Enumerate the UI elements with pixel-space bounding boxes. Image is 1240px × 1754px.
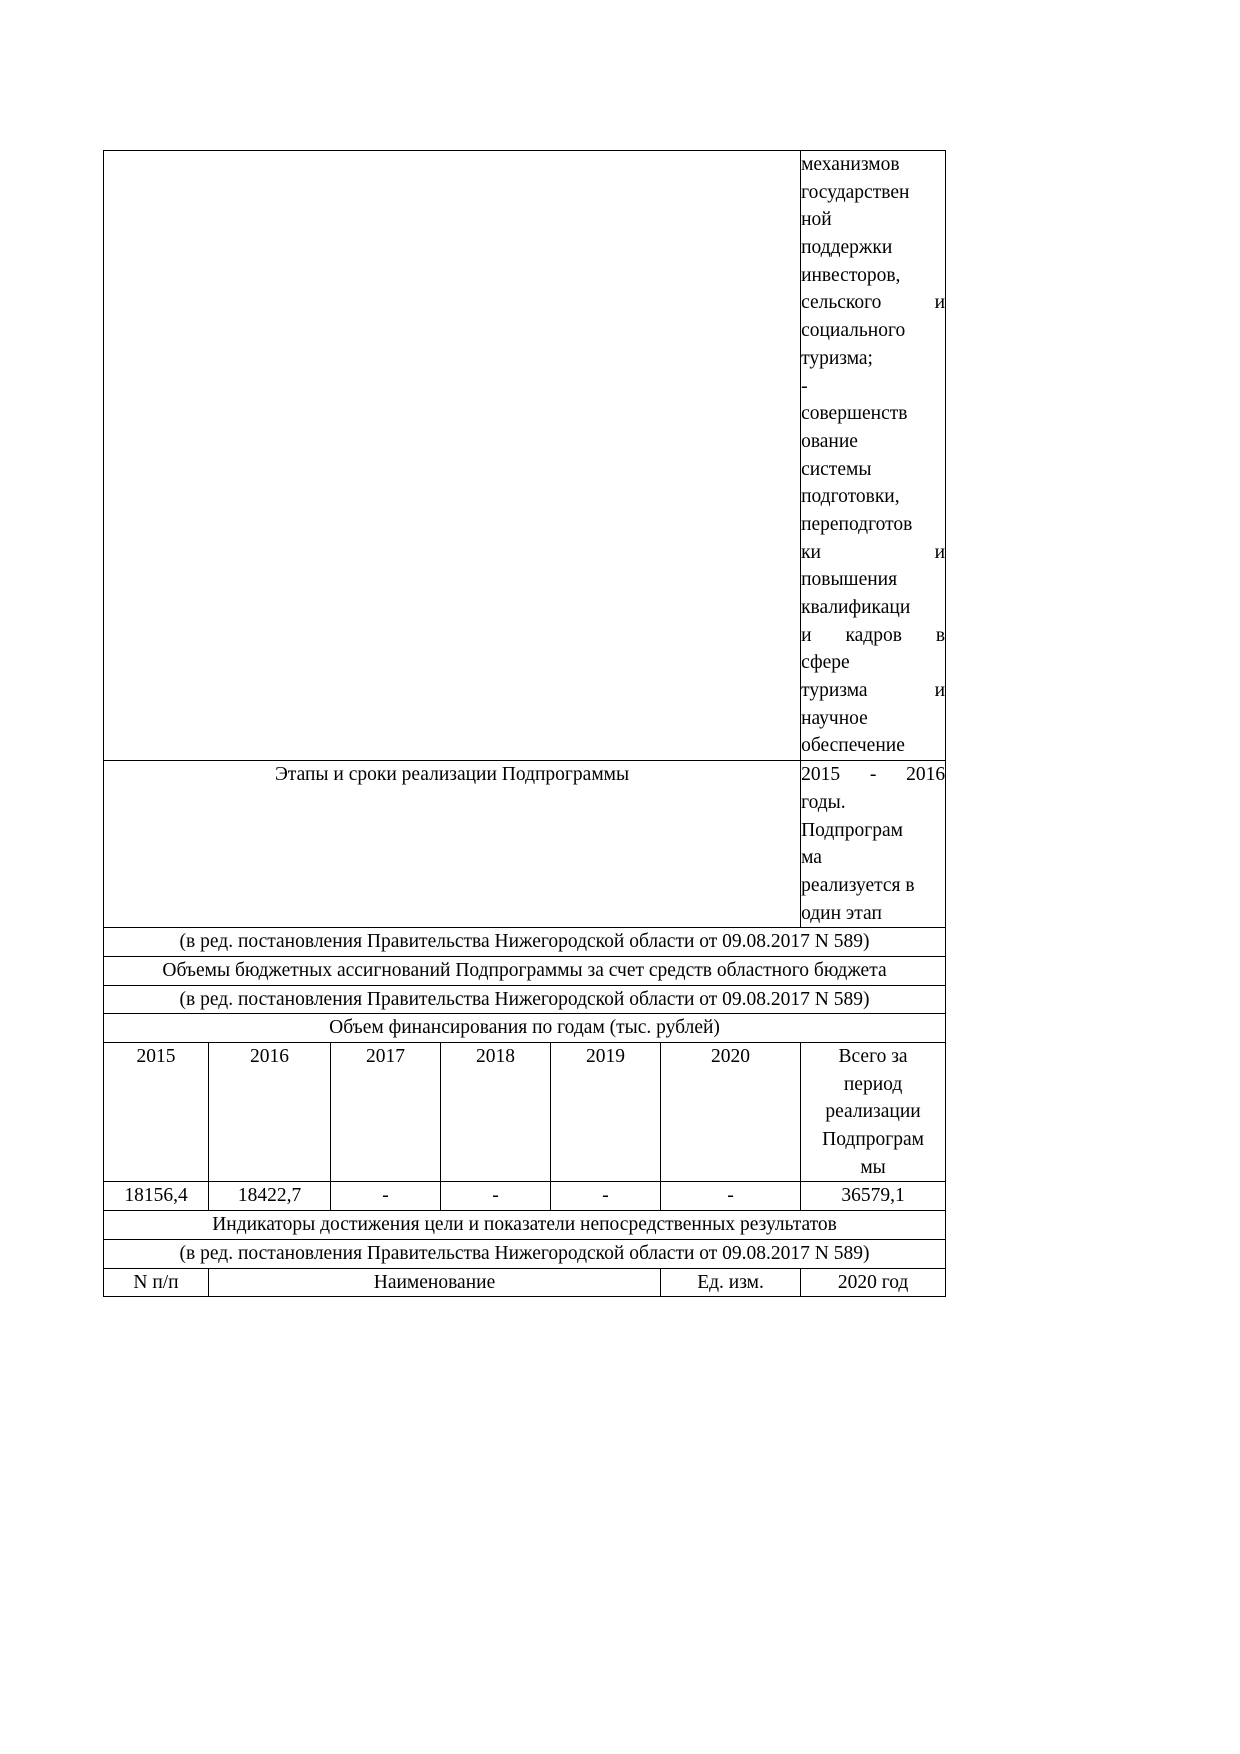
table-row-indicators-headers (104, 1268, 946, 1297)
objectives-line-2: ной (801, 209, 832, 231)
indicators-header-name: Наименование (209, 1268, 661, 1297)
document-page (103, 150, 945, 1297)
objectives-line-16: квалификаци (801, 597, 911, 618)
table-row-stages (104, 761, 946, 928)
table-row-financing-headers (104, 1043, 946, 1182)
stages-value-line-2: Подпрограм (801, 819, 903, 841)
financing-header-2019: 2019 (551, 1043, 661, 1182)
objectives-line-5: сельского и (801, 292, 946, 314)
objectives-line-0: механизмов (801, 154, 900, 175)
objectives-line-17: и кадров в (801, 624, 946, 646)
financing-value-2017: - (331, 1182, 441, 1211)
budget-section-title: Объемы бюджетных ассигнований Подпрограммы за счет средств областного бюджета (104, 956, 946, 985)
redaction-note-stages: (в ред. постановления Правительства Нижегородской области от 09.08.2017 N 589) (104, 928, 946, 957)
objectives-line-21: обеспечение (801, 735, 905, 757)
table-row-objectives (104, 151, 946, 761)
stages-value-cell (801, 761, 946, 928)
financing-total-header-line-3: Подпрограм (822, 1129, 924, 1151)
financing-total-header-line-4: мы (860, 1156, 886, 1178)
financing-value-2019: - (551, 1182, 661, 1211)
objectives-line-14: ки и (801, 541, 946, 563)
financing-value-2016: 18422,7 (209, 1182, 331, 1211)
financing-title: Объем финансирования по годам (тыс. рублей) (104, 1014, 946, 1043)
objectives-line-10: ование (801, 430, 858, 452)
financing-value-2015: 18156,4 (104, 1182, 209, 1211)
table-row-redaction-2 (104, 985, 946, 1014)
financing-value-2018: - (441, 1182, 551, 1211)
stages-value-line-1: годы. (801, 791, 846, 813)
table-row-financing-values (104, 1182, 946, 1211)
objectives-line-1: государствен (801, 181, 910, 203)
financing-header-total (801, 1043, 946, 1182)
objectives-label-cell (104, 151, 801, 761)
stages-value-line-5: один этап (801, 902, 882, 924)
objectives-line-11: системы (801, 458, 872, 480)
table-row-budget-title (104, 956, 946, 985)
objectives-line-15: повышения (801, 569, 898, 591)
indicators-header-number: N п/п (104, 1268, 209, 1297)
objectives-line-9: совершенств (801, 403, 908, 425)
table-row-indicators-title (104, 1211, 946, 1240)
stages-label: Этапы и сроки реализации Подпрограммы (104, 761, 801, 928)
redaction-note-indicators: (в ред. постановления Правительства Нижегородской области от 09.08.2017 N 589) (104, 1239, 946, 1268)
objectives-line-19: туризма и (801, 680, 946, 702)
program-passport-table (103, 150, 946, 1297)
financing-total-header-line-2: реализации (825, 1101, 921, 1123)
financing-header-2020: 2020 (661, 1043, 801, 1182)
objectives-line-12: подготовки, (801, 486, 900, 508)
stages-value-line-0: 2015 - 2016 (801, 764, 946, 786)
indicators-header-unit: Ед. изм. (661, 1268, 801, 1297)
indicators-header-year: 2020 год (801, 1268, 946, 1297)
objectives-lines (801, 151, 945, 760)
table-row-redaction-3 (104, 1239, 946, 1268)
objectives-value-cell (801, 151, 946, 761)
stages-value-line-3: ма (801, 847, 822, 869)
objectives-line-4: инвесторов, (801, 264, 901, 286)
stages-value-line-4: реализуется в (801, 874, 915, 896)
objectives-line-13: переподготов (801, 513, 913, 535)
indicators-section-title: Индикаторы достижения цели и показатели непосредственных результатов (104, 1211, 946, 1240)
financing-value-total: 36579,1 (801, 1182, 946, 1211)
objectives-line-7: туризма; (801, 347, 873, 369)
financing-total-header-line-1: период (843, 1073, 903, 1095)
financing-header-2016: 2016 (209, 1043, 331, 1182)
financing-total-header-lines (801, 1043, 945, 1181)
objectives-line-3: поддержки (801, 237, 893, 259)
table-row-financing-title (104, 1014, 946, 1043)
objectives-line-18: сфере (801, 652, 850, 674)
objectives-line-20: научное (801, 707, 868, 729)
financing-header-2018: 2018 (441, 1043, 551, 1182)
financing-total-header-line-0: Всего за (838, 1046, 908, 1067)
financing-header-2015: 2015 (104, 1043, 209, 1182)
redaction-note-budget: (в ред. постановления Правительства Нижегородской области от 09.08.2017 N 589) (104, 985, 946, 1014)
table-row-redaction-1 (104, 928, 946, 957)
stages-value-lines (801, 761, 945, 927)
financing-value-2020: - (661, 1182, 801, 1211)
objectives-line-6: социального (801, 320, 906, 342)
financing-header-2017: 2017 (331, 1043, 441, 1182)
objectives-line-8: - (801, 375, 808, 397)
